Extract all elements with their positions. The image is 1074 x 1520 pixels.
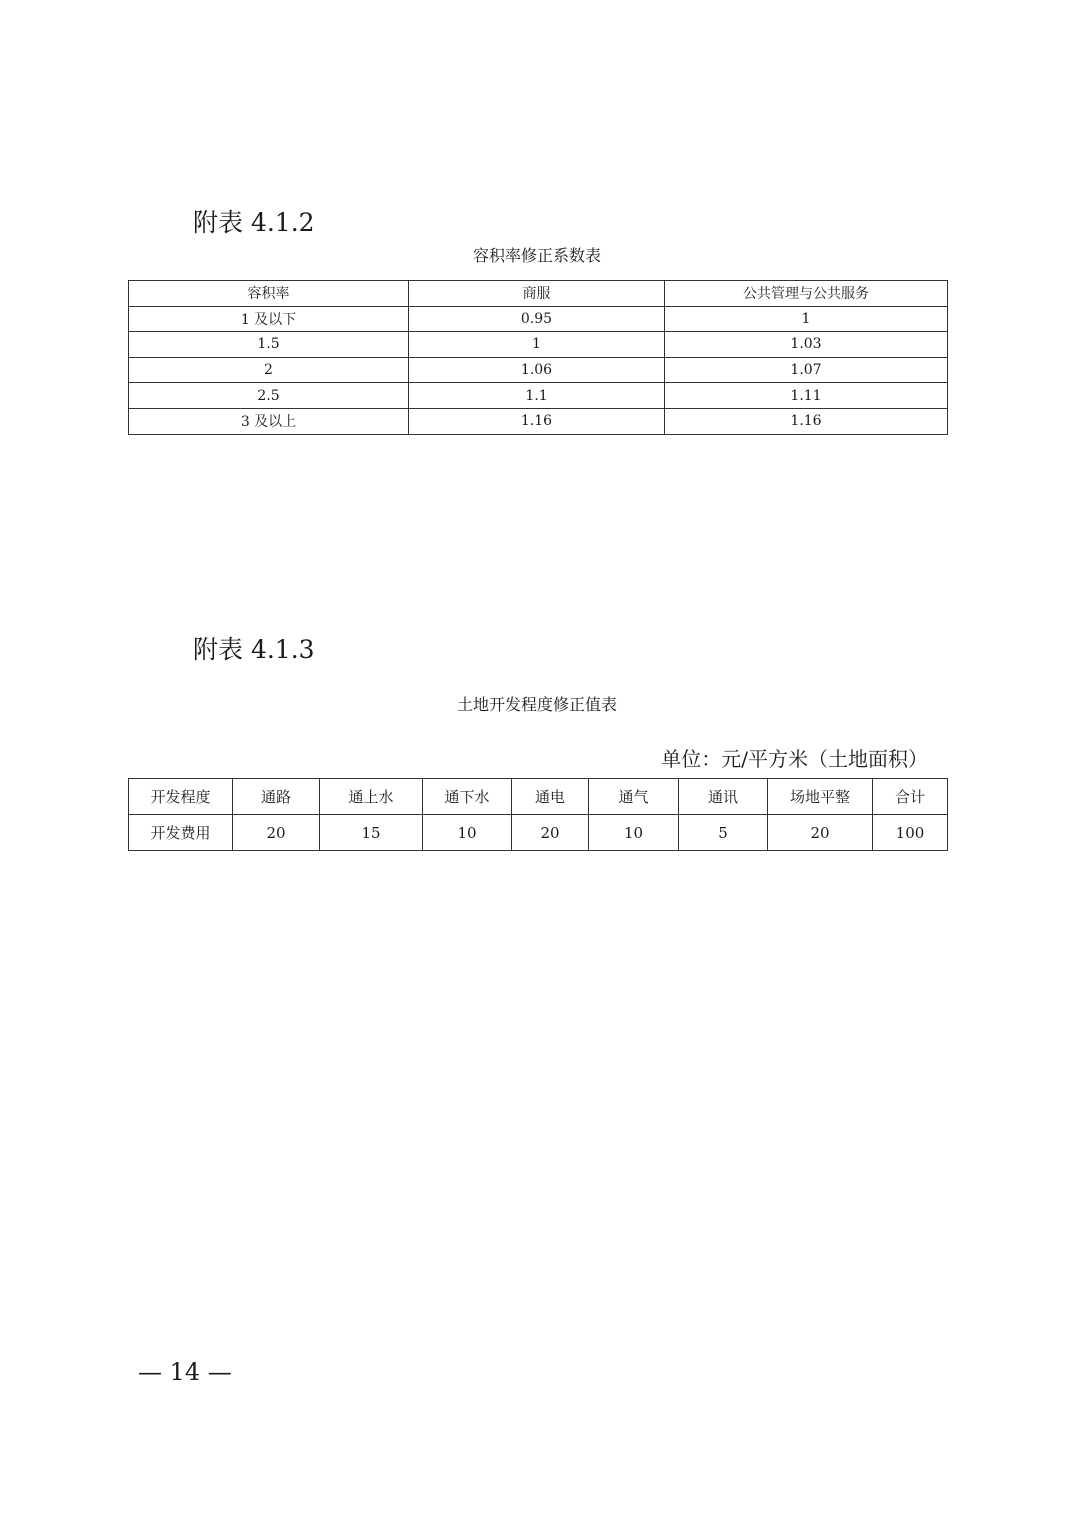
table-cell: 3 及以上 xyxy=(129,408,409,434)
table-cell: 5 xyxy=(679,815,768,851)
land-development-table-caption: 土地开发程度修正值表 xyxy=(456,695,617,714)
table-cell: 100 xyxy=(873,815,948,851)
table-cell: 1.16 xyxy=(665,408,948,434)
table-header-cell: 公共管理与公共服务 xyxy=(665,281,948,307)
table-cell: 1.16 xyxy=(409,408,665,434)
table-header-cell: 通讯 xyxy=(679,779,768,815)
table-header-cell: 容积率 xyxy=(129,281,409,307)
table-cell: 1 xyxy=(409,332,665,358)
table-header-cell: 场地平整 xyxy=(768,779,873,815)
table-cell: 0.95 xyxy=(409,306,665,332)
table-cell: 1.1 xyxy=(409,383,665,409)
table-cell: 2 xyxy=(129,357,409,383)
table-cell: 20 xyxy=(768,815,873,851)
table-cell: 20 xyxy=(512,815,589,851)
appendix-table-heading-4-1-2: 附表 4.1.2 xyxy=(193,208,315,237)
table-header-row xyxy=(129,779,948,815)
table-row xyxy=(129,383,948,409)
page-number: — 14 — xyxy=(138,1358,232,1386)
table-row xyxy=(129,815,948,851)
table-row xyxy=(129,306,948,332)
table-cell: 15 xyxy=(320,815,423,851)
table-cell: 1.03 xyxy=(665,332,948,358)
table-header-cell: 通路 xyxy=(233,779,320,815)
table-cell: 1.06 xyxy=(409,357,665,383)
table-cell: 开发费用 xyxy=(129,815,233,851)
table-cell: 1 xyxy=(665,306,948,332)
plot-ratio-correction-table xyxy=(128,280,948,435)
table-row xyxy=(129,357,948,383)
table-header-cell: 商服 xyxy=(409,281,665,307)
table-header-cell: 开发程度 xyxy=(129,779,233,815)
table-header-cell: 通气 xyxy=(589,779,679,815)
table-cell: 1.11 xyxy=(665,383,948,409)
table-cell: 1.5 xyxy=(129,332,409,358)
table-row xyxy=(129,332,948,358)
plot-ratio-table-caption: 容积率修正系数表 xyxy=(472,246,601,265)
table-cell: 10 xyxy=(589,815,679,851)
appendix-table-heading-4-1-3: 附表 4.1.3 xyxy=(193,635,315,664)
unit-note: 单位：元/平方米（土地面积） xyxy=(661,747,928,771)
table-header-row xyxy=(129,281,948,307)
table-header-cell: 合计 xyxy=(873,779,948,815)
land-development-correction-table xyxy=(128,778,948,851)
table-cell: 10 xyxy=(423,815,512,851)
table-cell: 20 xyxy=(233,815,320,851)
table-row xyxy=(129,408,948,434)
table-cell: 1.07 xyxy=(665,357,948,383)
table-cell: 2.5 xyxy=(129,383,409,409)
table-cell: 1 及以下 xyxy=(129,306,409,332)
table-header-cell: 通上水 xyxy=(320,779,423,815)
table-header-cell: 通电 xyxy=(512,779,589,815)
table-header-cell: 通下水 xyxy=(423,779,512,815)
